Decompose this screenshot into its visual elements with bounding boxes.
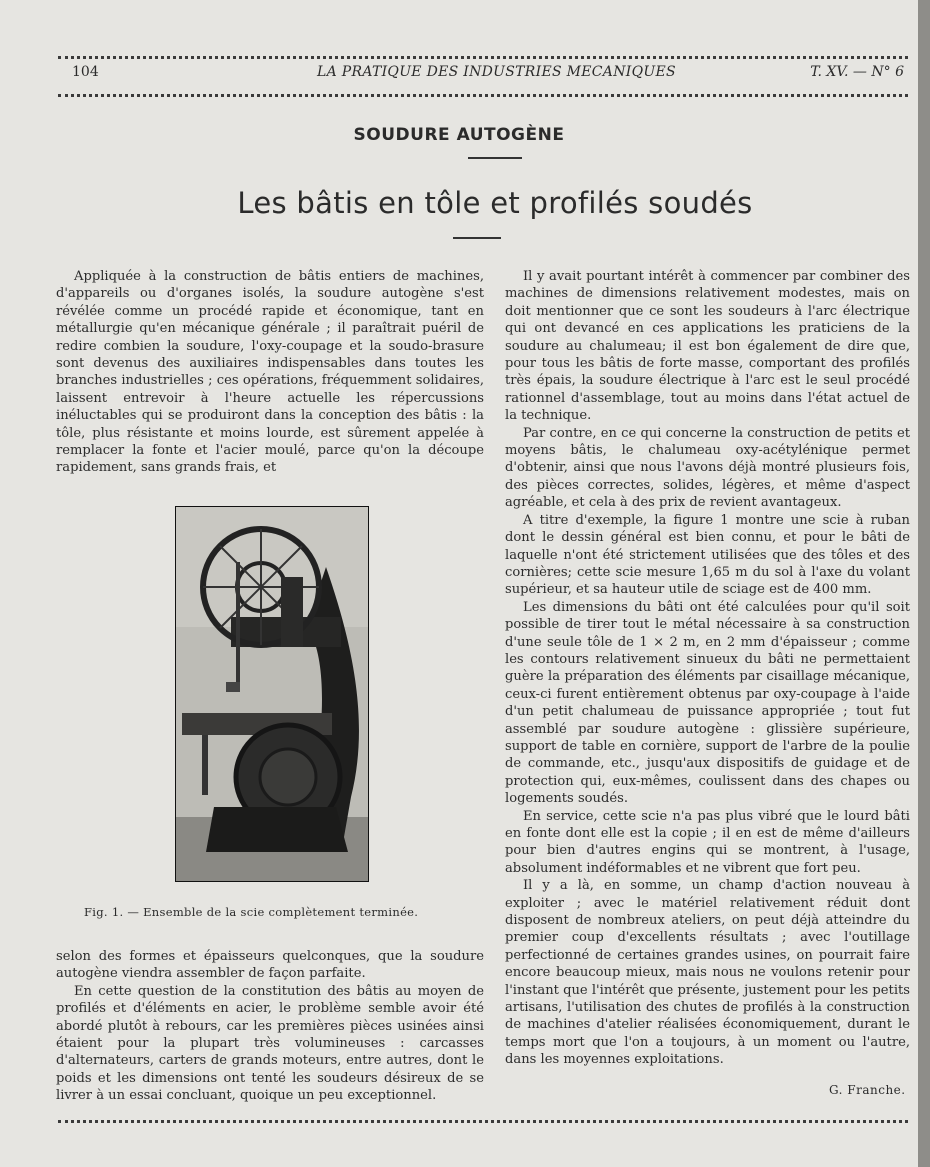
page-edge	[918, 0, 930, 1167]
column-left-top	[56, 268, 484, 477]
section-heading: SOUDURE AUTOGÈNE	[353, 125, 565, 145]
header-dotted-rule-bottom	[58, 94, 908, 97]
column-left-bottom	[56, 948, 484, 1105]
footer-dotted-rule	[58, 1120, 908, 1123]
paragraph: A titre d'exemple, la figure 1 montre une scie à ruban dont le dessin général est bien connu, et pour le bâti de laquelle n'ont été strictement utilisées que des tôles et des cornières; cette scie mesure 1,65 m du sol à l'axe du volant supérieur, et sa hauteur utile de sciage est de 400 mm.	[505, 512, 910, 598]
article-title: Les bâtis en tôle et profilés soudés	[237, 186, 753, 220]
volume-number: T. XV. — N° 6	[810, 64, 904, 80]
paragraph: En cette question de la constitution des bâtis au moyen de profilés et d'éléments en acier, le problème semble avoir été abordé plutôt à rebours, car les premières pièces usinées ainsi étaient pour la plupart très volumineuses : carcasses d'alternateurs, carters de grands moteurs, entre autres, dont le poids et les dimensions ont tenté les soudeurs désireux de se livrer à un essai concluant, quoique un peu exceptionnel.	[56, 983, 484, 1104]
title-rule	[453, 237, 501, 239]
figure-caption: Fig. 1. — Ensemble de la scie complètement terminée.	[84, 905, 419, 919]
figure-photo	[175, 506, 369, 882]
column-right	[505, 268, 910, 1069]
running-header	[72, 64, 910, 84]
journal-title: LA PRATIQUE DES INDUSTRIES MECANIQUES	[317, 64, 676, 80]
paragraph: Les dimensions du bâti ont été calculées pour qu'il soit possible de tirer tout le métal nécessaire à sa construction d'une seule tôle de 1 × 2 m, en 2 mm d'épaisseur ; comme les contours relativement sinueux du bâti ne permettaient guère la préparation des éléments par cisaillage mécanique, ceux-ci furent entièrement obtenus par oxy-coupage à l'aide d'un petit chalumeau de puissance appropriée ; tout fut assemblé par soudure autogène : glissière supérieure, support de table en cornière, support de l'arbre de la poulie de commande, etc., jusqu'aux dispositifs de guidage et de protection qui, eux-mêmes, coulissent dans des chapes ou logements soudés.	[505, 599, 910, 807]
paragraph: Il y a là, en somme, un champ d'action nouveau à exploiter ; avec le matériel relativement réduit dont disposent de nombreux ateliers, on peut déjà atteindre du premier coup d'excellents résultats ; avec l'outillage perfectionné de certaines grandes usines, on pourrait faire encore beaucoup mieux, mais nous ne voulons retenir pour l'instant que l'intérêt que présente, justement pour les petits artisans, l'utilisation des chutes de profilés à la construction de machines d'atelier réalisées économiquement, durant le temps mort que l'on a toujours, à un moment ou l'autre, dans les moyennes exploitations.	[505, 878, 910, 1068]
paragraph: selon des formes et épaisseurs quelconques, que la soudure autogène viendra assembler de façon parfaite.	[56, 949, 484, 982]
page-number: 104	[72, 64, 99, 80]
section-rule	[468, 157, 522, 159]
author-signature: G. Franche.	[829, 1083, 906, 1097]
band-saw-icon	[176, 507, 368, 881]
paragraph: Appliquée à la construction de bâtis entiers de machines, d'appareils ou d'organes isolés, la soudure autogène s'est révélée comme un procédé rapide et économique, tant en métallurgie qu'en mécanique générale ; il paraîtrait puéril de redire combien la soudure, l'oxy-coupage et la soudo-brasure sont devenus des auxiliaires indispensables dans toutes les branches industrielles ; ces opérations, fréquemment solidaires, laissent entrevoir à l'heure actuelle les répercussions inéluctables qui se produiront dans la conception des bâtis : la tôle, plus résistante et moins lourde, est sûrement appelée à remplacer la fonte et l'acier moulé, parce qu'on la découpe rapidement, sans grands frais, et	[56, 269, 484, 476]
header-dotted-rule-top	[58, 56, 908, 59]
paragraph: En service, cette scie n'a pas plus vibré que le lourd bâti en fonte dont elle est la copie ; il en est de même d'ailleurs pour bien d'autres engins qui se montrent, à l'usage, absolument indéformables et ne vibrent que fort peu.	[505, 808, 910, 876]
paragraph: Par contre, en ce qui concerne la construction de petits et moyens bâtis, le chalumeau oxy-acétylénique permet d'obtenir, ainsi que nous l'avons déjà montré plusieurs fois, des pièces correctes, solides, légères, et même d'aspect agréable, et cela à des prix de revient avantageux.	[505, 425, 910, 511]
paragraph: Il y avait pourtant intérêt à commencer par combiner des machines de dimensions relativement modestes, mais on doit mentionner que ce sont les soudeurs à l'arc électrique qui ont devancé en ces applications les praticiens de la soudure au chalumeau; il est bon également de dire que, pour tous les bâtis de forte masse, comportant des profilés très épais, la soudure électrique à l'arc est le seul procédé rationnel d'assemblage, tout au moins dans l'état actuel de la technique.	[505, 269, 910, 424]
